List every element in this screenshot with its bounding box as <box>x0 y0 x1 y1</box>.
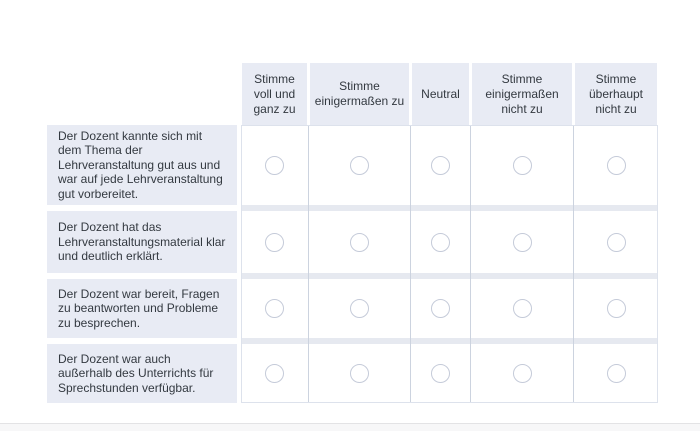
radio-cell[interactable] <box>471 279 573 338</box>
row-label: Der Dozent war auch außerhalb des Unterrichts für Sprechstunden verfügbar. <box>47 344 237 403</box>
column-header-agree-fully: Stimme voll und ganz zu <box>242 63 307 125</box>
radio-button[interactable] <box>607 364 626 383</box>
radio-cell[interactable] <box>241 344 308 403</box>
radio-cell[interactable] <box>309 279 410 338</box>
radio-button[interactable] <box>350 364 369 383</box>
column-header-disagree-fully: Stimme überhaupt nicht zu <box>575 63 657 125</box>
radio-cell[interactable] <box>309 211 410 273</box>
radio-cell[interactable] <box>411 211 470 273</box>
radio-cell[interactable] <box>241 125 308 205</box>
column-header-agree-somewhat: Stimme einigermaßen zu <box>310 63 409 125</box>
likert-matrix <box>47 63 658 403</box>
radio-button[interactable] <box>265 364 284 383</box>
row-label: Der Dozent war bereit, Fragen zu beantworten und Probleme zu besprechen. <box>47 279 237 338</box>
radio-cell[interactable] <box>471 125 573 205</box>
radio-cell[interactable] <box>471 344 573 403</box>
radio-button[interactable] <box>513 299 532 318</box>
radio-button[interactable] <box>431 364 450 383</box>
radio-cell[interactable] <box>411 344 470 403</box>
radio-button[interactable] <box>350 299 369 318</box>
radio-button[interactable] <box>265 299 284 318</box>
radio-cell[interactable] <box>574 279 658 338</box>
radio-cell[interactable] <box>309 344 410 403</box>
radio-cell[interactable] <box>241 211 308 273</box>
row-label: Der Dozent hat das Lehrveranstaltungsmaterial klar und deutlich erklärt. <box>47 211 237 273</box>
radio-cell[interactable] <box>574 125 658 205</box>
radio-cell[interactable] <box>574 344 658 403</box>
radio-button[interactable] <box>607 299 626 318</box>
row-label: Der Dozent kannte sich mit dem Thema der Lehrveranstaltung gut aus und war auf jede Lehrveranstaltung gut vorbereitet. <box>47 125 237 205</box>
radio-button[interactable] <box>431 233 450 252</box>
radio-button[interactable] <box>350 233 369 252</box>
radio-button[interactable] <box>431 156 450 175</box>
radio-cell[interactable] <box>574 211 658 273</box>
radio-cell[interactable] <box>309 125 410 205</box>
radio-button[interactable] <box>607 233 626 252</box>
radio-cell[interactable] <box>241 279 308 338</box>
radio-button[interactable] <box>513 364 532 383</box>
radio-button[interactable] <box>350 156 369 175</box>
radio-button[interactable] <box>431 299 450 318</box>
radio-button[interactable] <box>513 233 532 252</box>
radio-button[interactable] <box>265 233 284 252</box>
radio-button[interactable] <box>513 156 532 175</box>
radio-button[interactable] <box>265 156 284 175</box>
radio-cell[interactable] <box>471 211 573 273</box>
radio-cell[interactable] <box>411 125 470 205</box>
column-header-neutral: Neutral <box>412 63 469 125</box>
column-header-disagree-somewhat: Stimme einigermaßen nicht zu <box>472 63 572 125</box>
radio-cell[interactable] <box>411 279 470 338</box>
radio-button[interactable] <box>607 156 626 175</box>
